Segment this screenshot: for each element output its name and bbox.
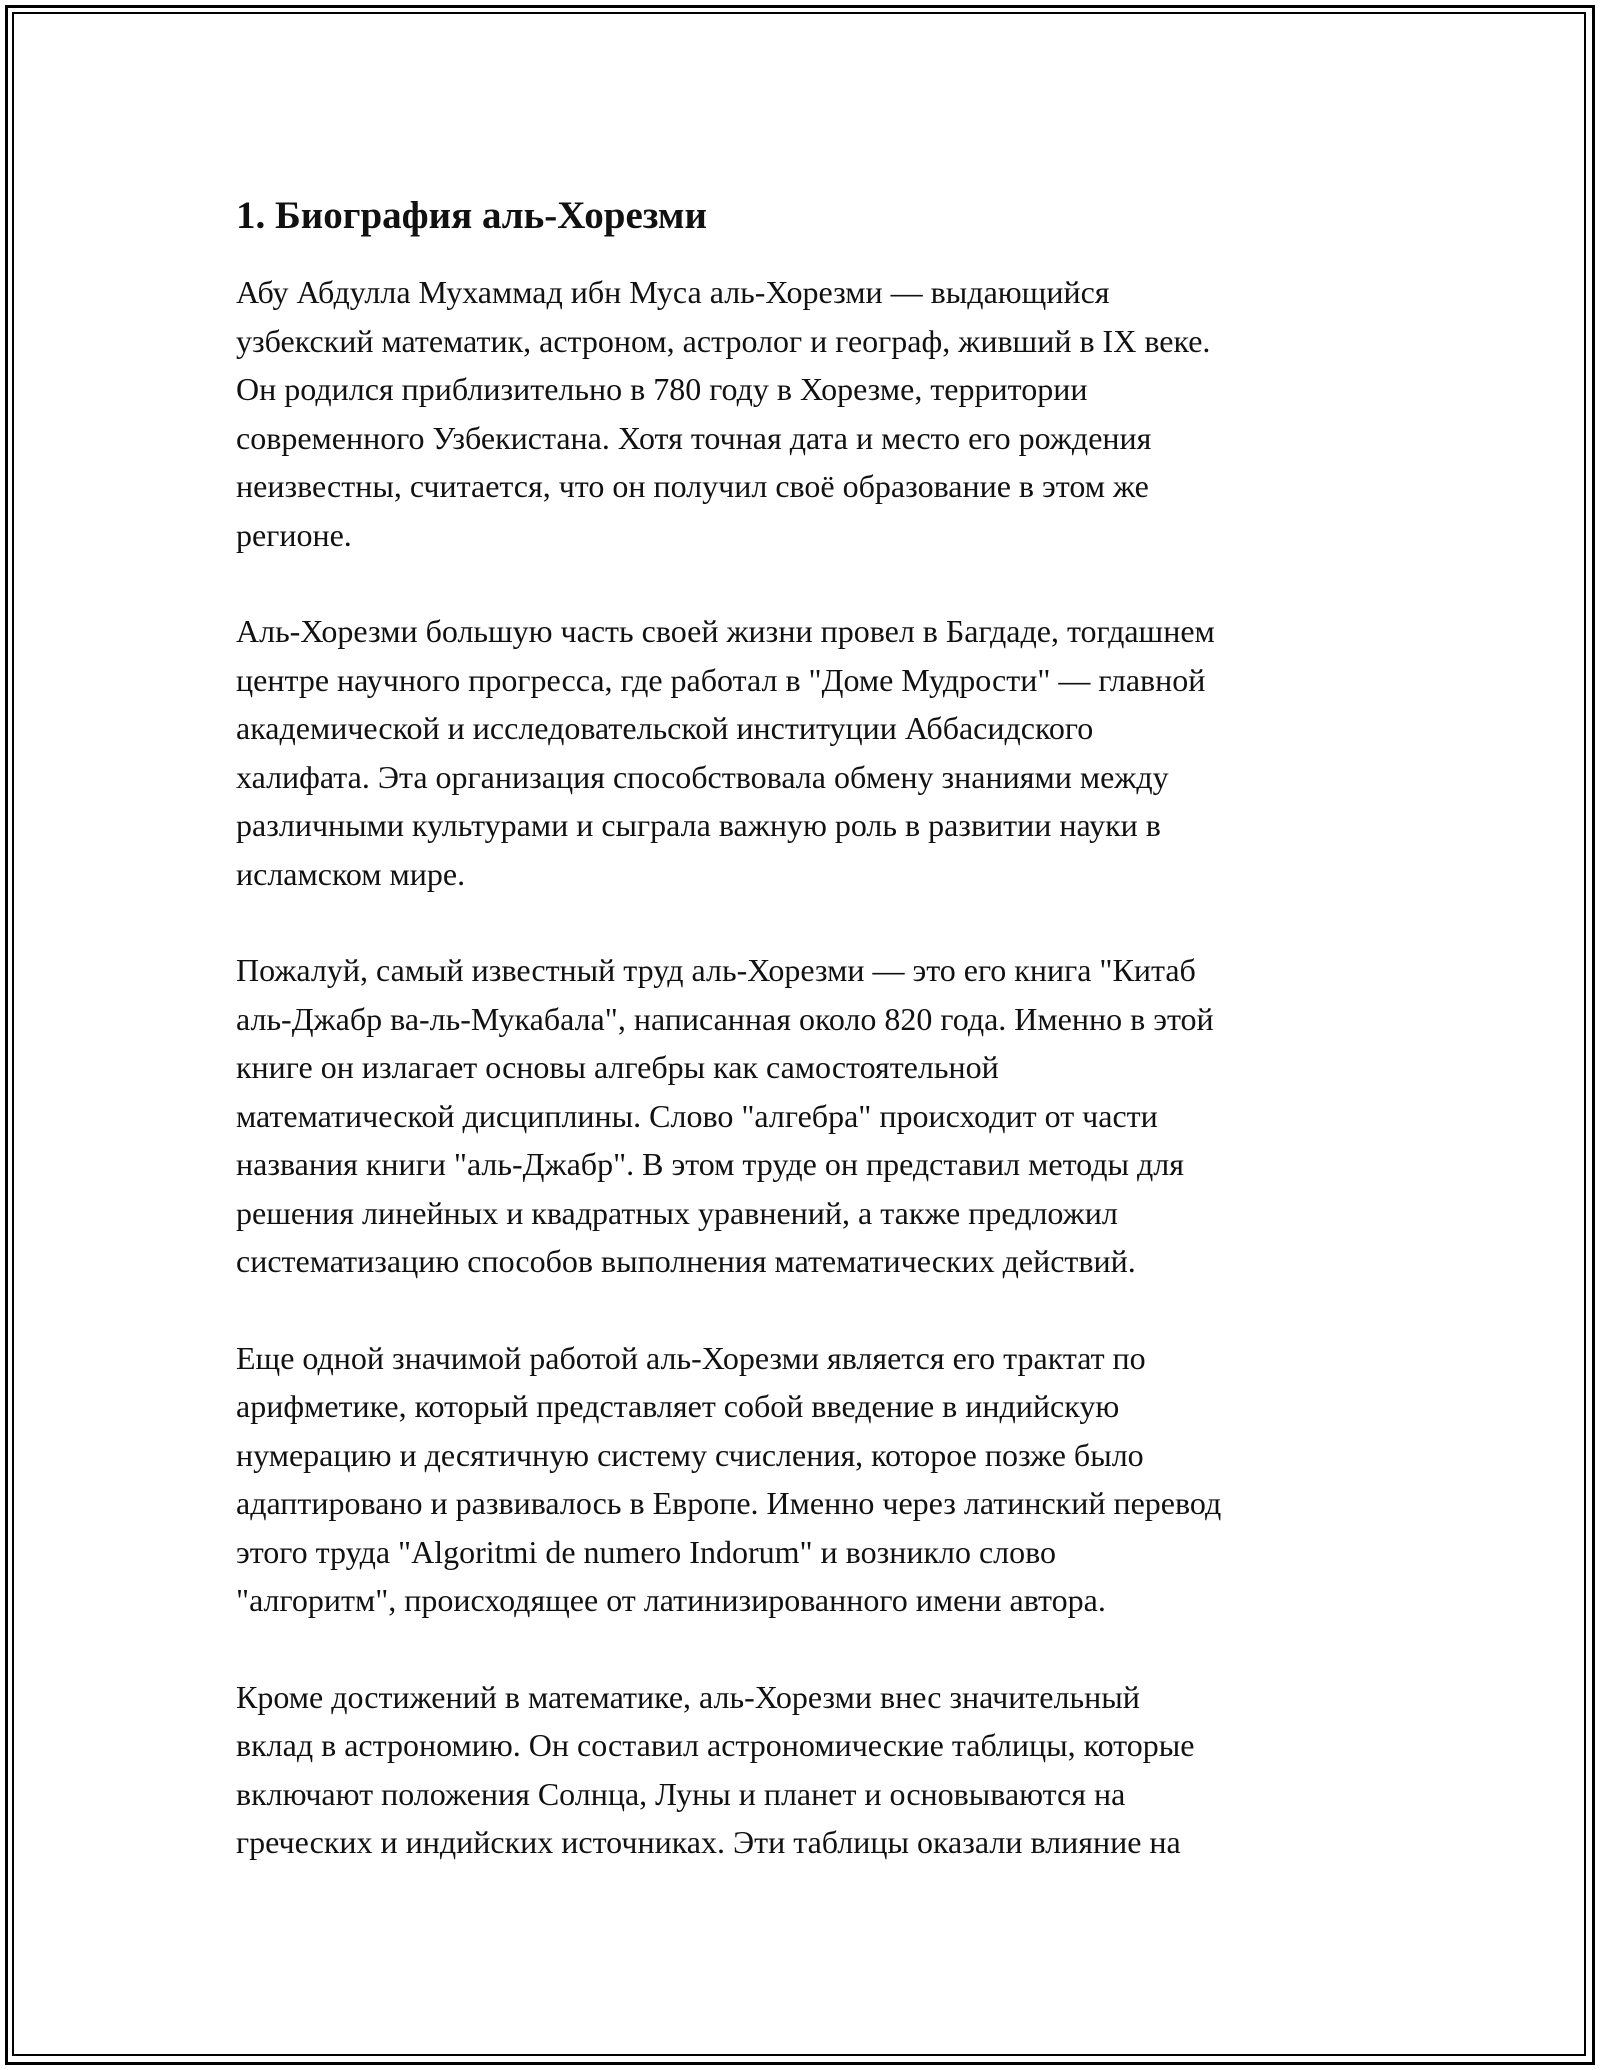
document-body	[236, 186, 1376, 1915]
section-heading: 1. Биография аль-Хорезми	[236, 194, 707, 237]
paragraph-astronomy: Кроме достижений в математике, аль-Хорезми внес значительный вклад в астрономию. Он составил астрономические таблицы, которые включают положения Солнца, Луны и планет и основываются на греческих и индийских источниках. Эти таблицы оказали влияние на	[236, 1678, 1195, 1860]
paragraph-biography-intro: Абу Абдулла Мухаммад ибн Муса аль-Хорезми — выдающийся узбекский математик, астроном, астролог и географ, живший в IX веке. Он родился приблизительно в 780 году в Хорезме, территории современного Узбекистана. Хотя точная дата и место его рождения неизвестны, считается, что он получил своё образование в этом же регионе.	[236, 274, 1211, 553]
paragraph-baghdad: Аль-Хорезми большую часть своей жизни провел в Багдаде, тогдашнем центре научного прогресса, где работал в "Доме Мудрости" — главной академической и исследовательской институции Аббасидского халифата. Эта организация способствовала обмену знаниями между различными культурами и сыграла важную роль в развитии науки в исламском мире.	[236, 613, 1215, 892]
paragraph-algebra-book: Пожалуй, самый известный труд аль-Хорезми — это его книга "Китаб аль-Джабр ва-ль-Мукабала", написанная около 820 года. Именно в этой книге он излагает основы алгебры как самостоятельной математической дисциплины. Слово "алгебра" происходит от части названия книги "аль-Джабр". В этом труде он представил методы для решения линейных и квадратных уравнений, а также предложил систематизацию способов выполнения математических действий.	[236, 952, 1214, 1279]
paragraph-arithmetic-treatise: Еще одной значимой работой аль-Хорезми является его трактат по арифметике, который представляет собой введение в индийскую нумерацию и десятичную систему счисления, которое позже было адаптировано и развивалось в Европе. Именно через латинский перевод этого труда "Algoritmi de numero Indorum" и возникло слово "алгоритм", происходящее от латинизированного имени автора.	[236, 1339, 1222, 1618]
